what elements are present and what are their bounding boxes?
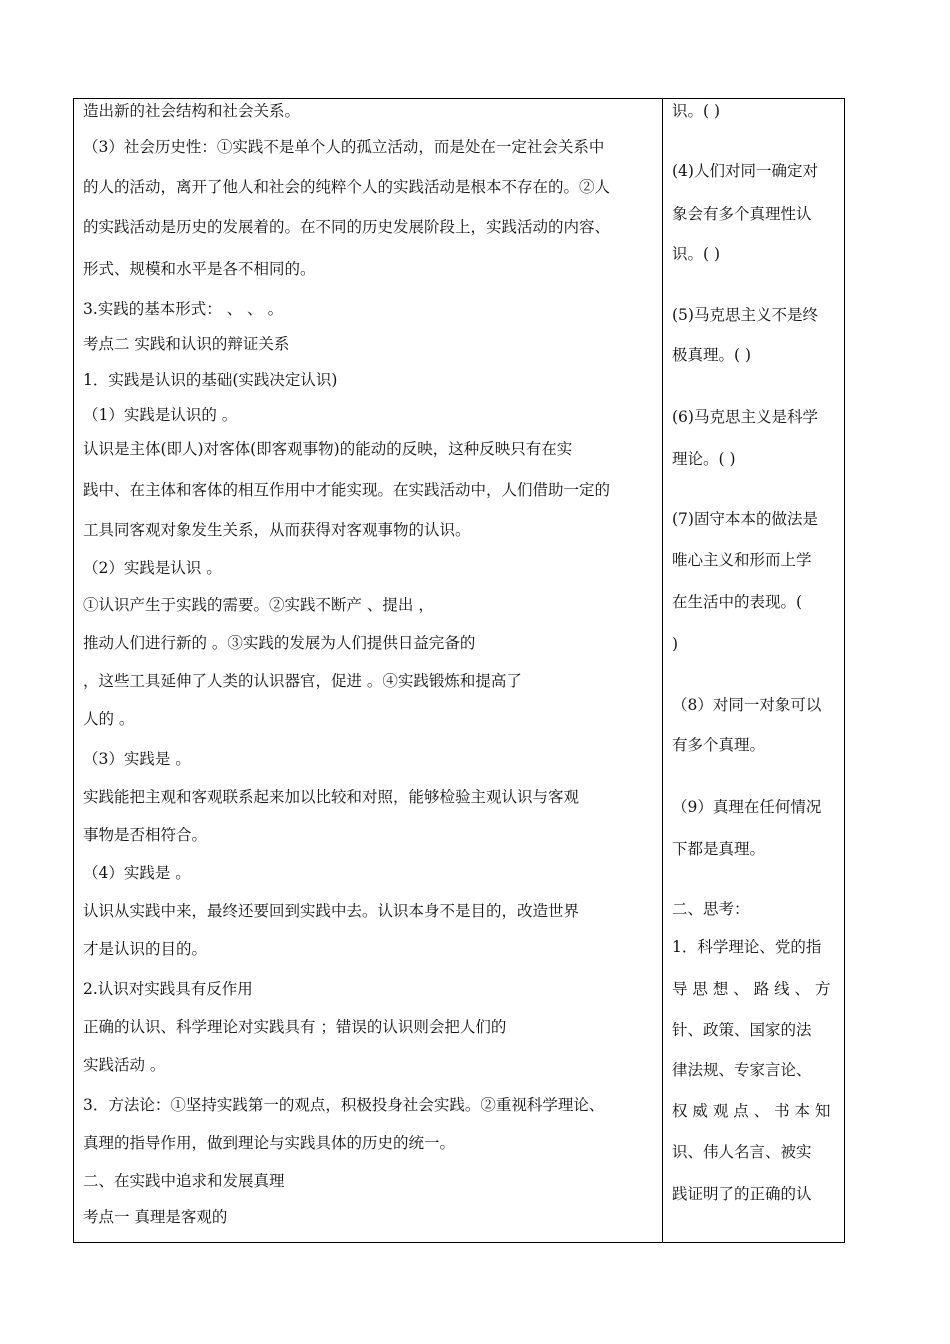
side-line: 针、政策、国家的法	[672, 1021, 812, 1039]
column-divider	[662, 99, 663, 1242]
side-line: （8）对同一对象可以	[672, 696, 822, 714]
main-line: 1．实践是认识的基础(实践决定认识)	[83, 371, 338, 389]
main-line: 考点一 真理是客观的	[83, 1208, 228, 1226]
side-line: )	[672, 635, 679, 653]
main-line: 认识从实践中来，最终还要回到实践中去。认识本身不是目的，改造世界	[83, 902, 580, 920]
main-line: 才是认识的目的。	[83, 940, 208, 958]
side-line: 二、思考：	[672, 900, 750, 918]
document-table	[73, 98, 845, 1243]
main-line: 真理的指导作用，做到理论与实践具体的历史的统一。	[83, 1134, 456, 1152]
side-line: 权 威 观 点 、 书 本 知	[672, 1102, 831, 1120]
main-line: （3）社会历史性：①实践不是单个人的孤立活动，而是处在一定社会关系中	[83, 138, 605, 156]
side-line: 识。( )	[672, 245, 721, 263]
main-line: 推动人们进行新的 。③实践的发展为人们提供日益完备的	[83, 634, 476, 652]
side-line: (7)固守本本的做法是	[672, 510, 818, 528]
main-line: 2.认识对实践具有反作用	[83, 980, 253, 998]
main-line: 认识是主体(即人)对客体(即客观事物)的能动的反映，这种反映只有在实	[83, 440, 573, 458]
main-line: 正确的认识、科学理论对实践具有 ；错误的认识则会把人们的	[83, 1018, 507, 1036]
side-line: 在生活中的表现。(	[672, 593, 803, 611]
main-line: 的人的活动，离开了他人和社会的纯粹个人的实践活动是根本不存在的。②人	[83, 178, 611, 196]
side-line: 理论。( )	[672, 450, 736, 468]
main-line: 的实践活动是历史的发展着的。在不同的历史发展阶段上，实践活动的内容、	[83, 218, 611, 236]
side-line: (5)马克思主义不是终	[672, 306, 818, 324]
side-line: 识、伟人名言、被实	[672, 1143, 812, 1161]
side-line: 唯心主义和形而上学	[672, 551, 812, 569]
side-line: 有多个真理。	[672, 736, 766, 754]
main-line: （4）实践是 。	[83, 864, 191, 882]
side-line: 践证明了的正确的认	[672, 1185, 812, 1203]
main-line: 造出新的社会结构和社会关系。	[83, 102, 301, 120]
main-line: 二、在实践中追求和发展真理	[83, 1172, 285, 1190]
main-line: 形式、规模和水平是各不相同的。	[83, 260, 316, 278]
main-line: 践中、在主体和客体的相互作用中才能实现。在实践活动中，人们借助一定的	[83, 481, 611, 499]
main-line: 工具同客观对象发生关系，从而获得对客观事物的认识。	[83, 521, 471, 539]
side-line: (4)人们对同一确定对	[672, 162, 818, 180]
main-line: （1）实践是认识的 。	[83, 406, 238, 424]
main-line: （3）实践是 。	[83, 750, 191, 768]
main-line: 3．方法论：①坚持实践第一的观点，积极投身社会实践。②重视科学理论、	[83, 1096, 605, 1114]
main-line: 实践活动 。	[83, 1056, 166, 1074]
main-line: 人的 。	[83, 710, 135, 728]
side-line: 识。( )	[672, 102, 721, 120]
main-line: 事物是否相符合。	[83, 826, 208, 844]
side-line: 极真理。( )	[672, 346, 752, 364]
side-line: 1．科学理论、党的指	[672, 938, 822, 956]
main-line: 考点二 实践和认识的辩证关系	[83, 335, 290, 353]
main-line: ①认识产生于实践的需要。②实践不断产 、提出 ，	[83, 596, 434, 614]
main-line: 3.实践的基本形式： 、 、 。	[83, 300, 284, 318]
side-line: 下都是真理。	[672, 840, 766, 858]
side-line: 象会有多个真理性认	[672, 205, 812, 223]
main-line: 实践能把主观和客观联系起来加以比较和对照，能够检验主观认识与客观	[83, 788, 580, 806]
main-line: （2）实践是认识 。	[83, 559, 222, 577]
side-line: (6)马克思主义是科学	[672, 408, 818, 426]
side-line: （9）真理在任何情况	[672, 798, 822, 816]
main-line: ，这些工具延伸了人类的认识器官，促进 。④实践锻炼和提高了	[83, 672, 522, 690]
side-line: 律法规、专家言论、	[672, 1061, 812, 1079]
side-line: 导 思 想 、 路 线 、 方	[672, 980, 831, 998]
